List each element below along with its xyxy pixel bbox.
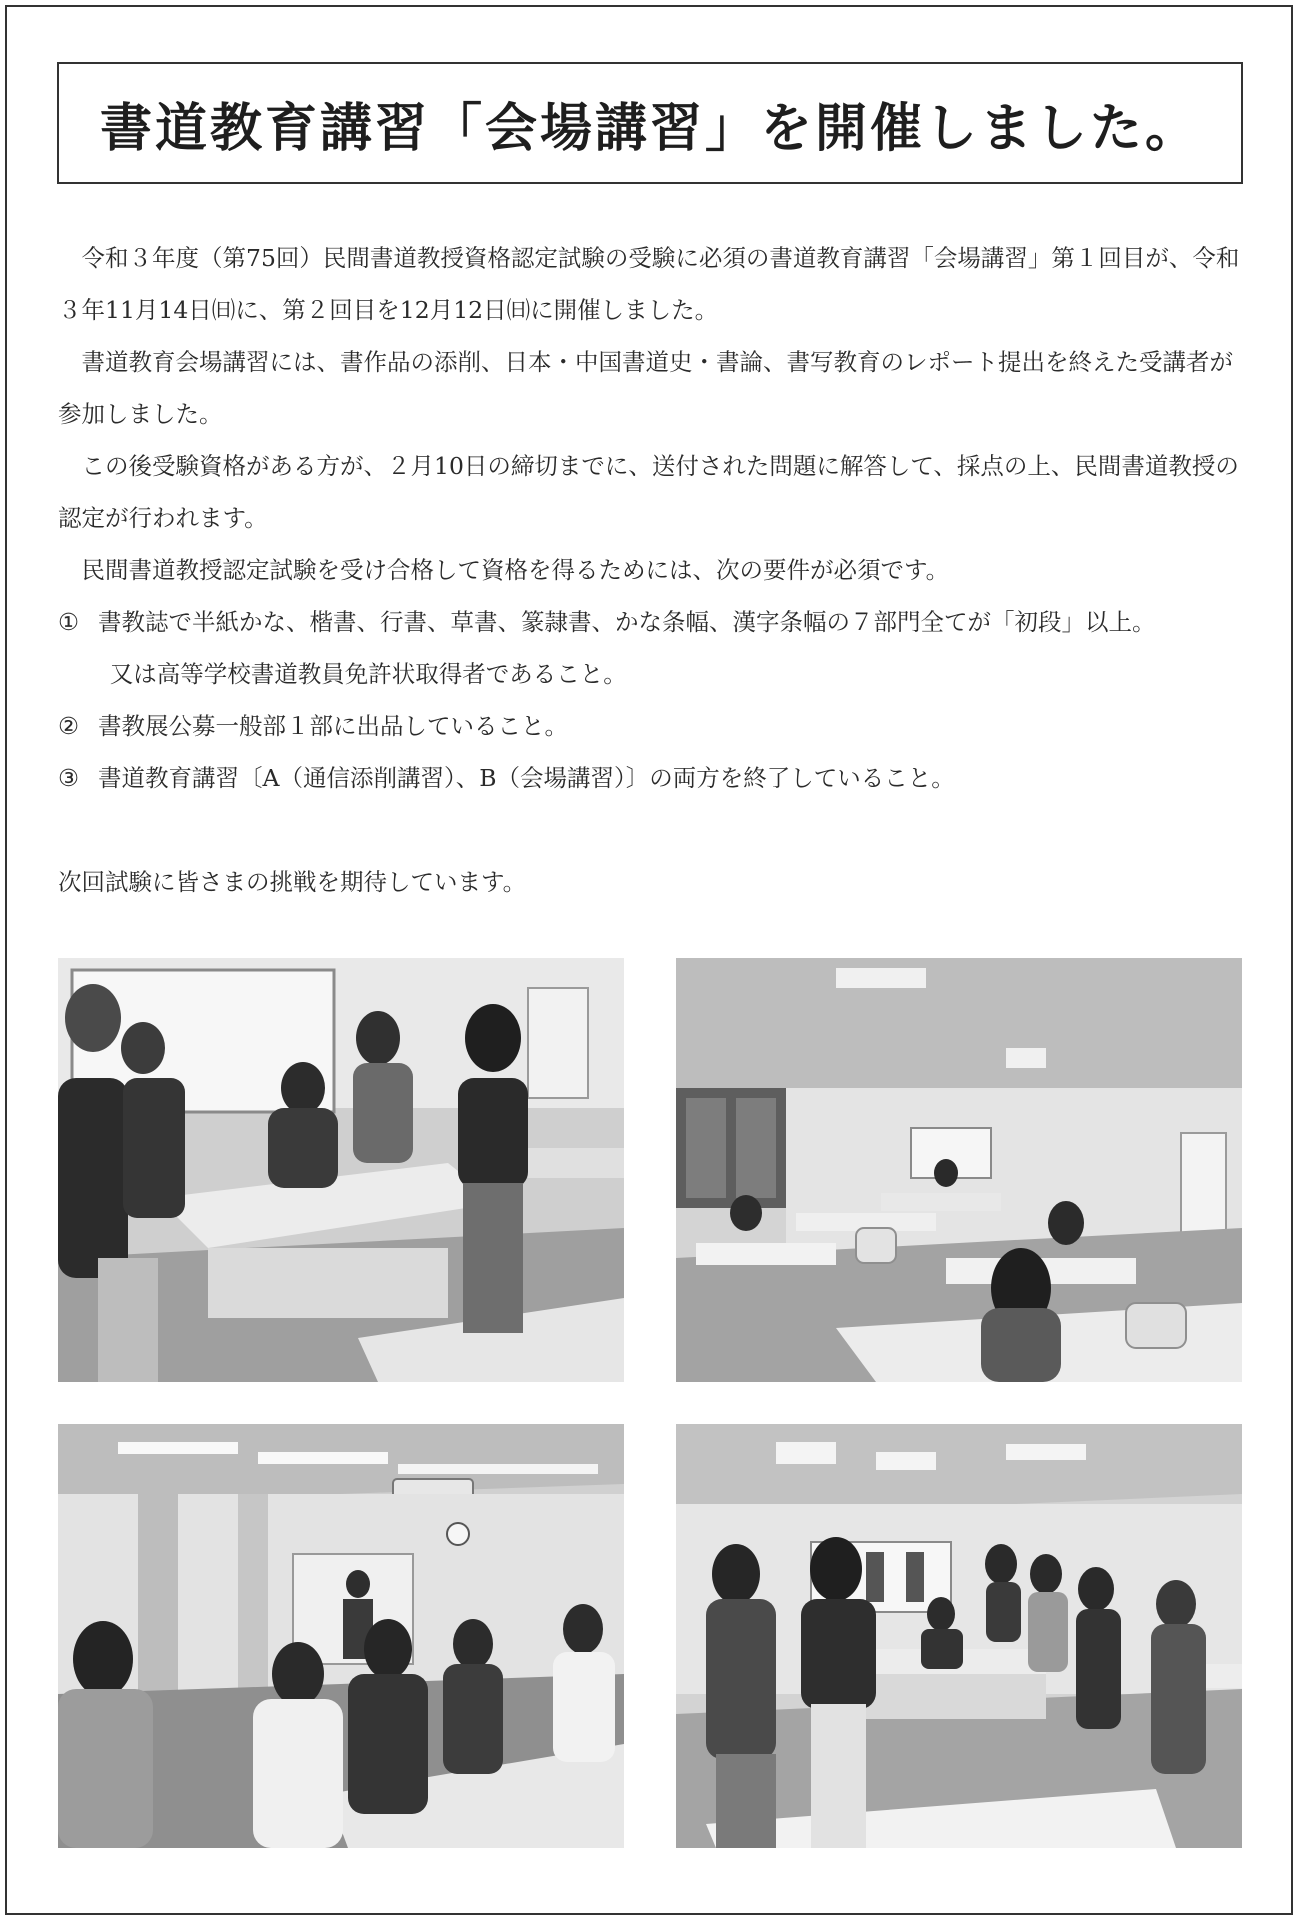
requirement-1 (58, 596, 1244, 648)
requirement-2 (58, 700, 1244, 752)
requirement-text: 書教誌で半紙かな、楷書、行書、草書、篆隷書、かな条幅、漢字条幅の７部門全てが「初段」以上。 (98, 608, 1156, 636)
page-title: 書道教育講習「会場講習」を開催しました。 (99, 97, 1200, 159)
closing-text: 次回試験に皆さまの挑戦を期待しています。 (58, 868, 527, 896)
article-body (58, 232, 1244, 908)
requirement-1-continuation: 又は高等学校書道教員免許状取得者であること。 (109, 660, 627, 688)
photo-projector-room (58, 1424, 624, 1848)
paragraph-3: この後受験資格がある方が、２月10日の締切までに、送付された問題に解答して、採点の上、民間書道教授の認定が行われます。 (58, 452, 1239, 532)
photo-classroom-wide (676, 958, 1242, 1382)
paragraph-2: 書道教育会場講習には、書作品の添削、日本・中国書道史・書論、書写教育のレポート提出を終えた受講者が参加しました。 (58, 348, 1233, 428)
requirement-number: ② (58, 712, 80, 740)
photo-calligraphy-review (676, 1424, 1242, 1848)
requirement-3 (58, 752, 1244, 804)
requirement-number: ③ (58, 764, 80, 792)
paragraph-4: 民間書道教授認定試験を受け合格して資格を得るためには、次の要件が必須です。 (81, 556, 950, 584)
paragraph-1: 令和３年度（第75回）民間書道教授資格認定試験の受験に必須の書道教育講習「会場講習」第１回目が、令和３年11月14日㈰に、第２回目を12月12日㈰に開催しました。 (58, 244, 1240, 324)
requirement-text: 書教展公募一般部１部に出品していること。 (98, 712, 568, 740)
requirement-text: 書道教育講習〔A（通信添削講習）、B（会場講習）〕の両方を終了していること。 (98, 764, 955, 792)
photo-desk-review (58, 958, 624, 1382)
title-box (57, 62, 1243, 184)
requirement-number: ① (58, 608, 80, 636)
